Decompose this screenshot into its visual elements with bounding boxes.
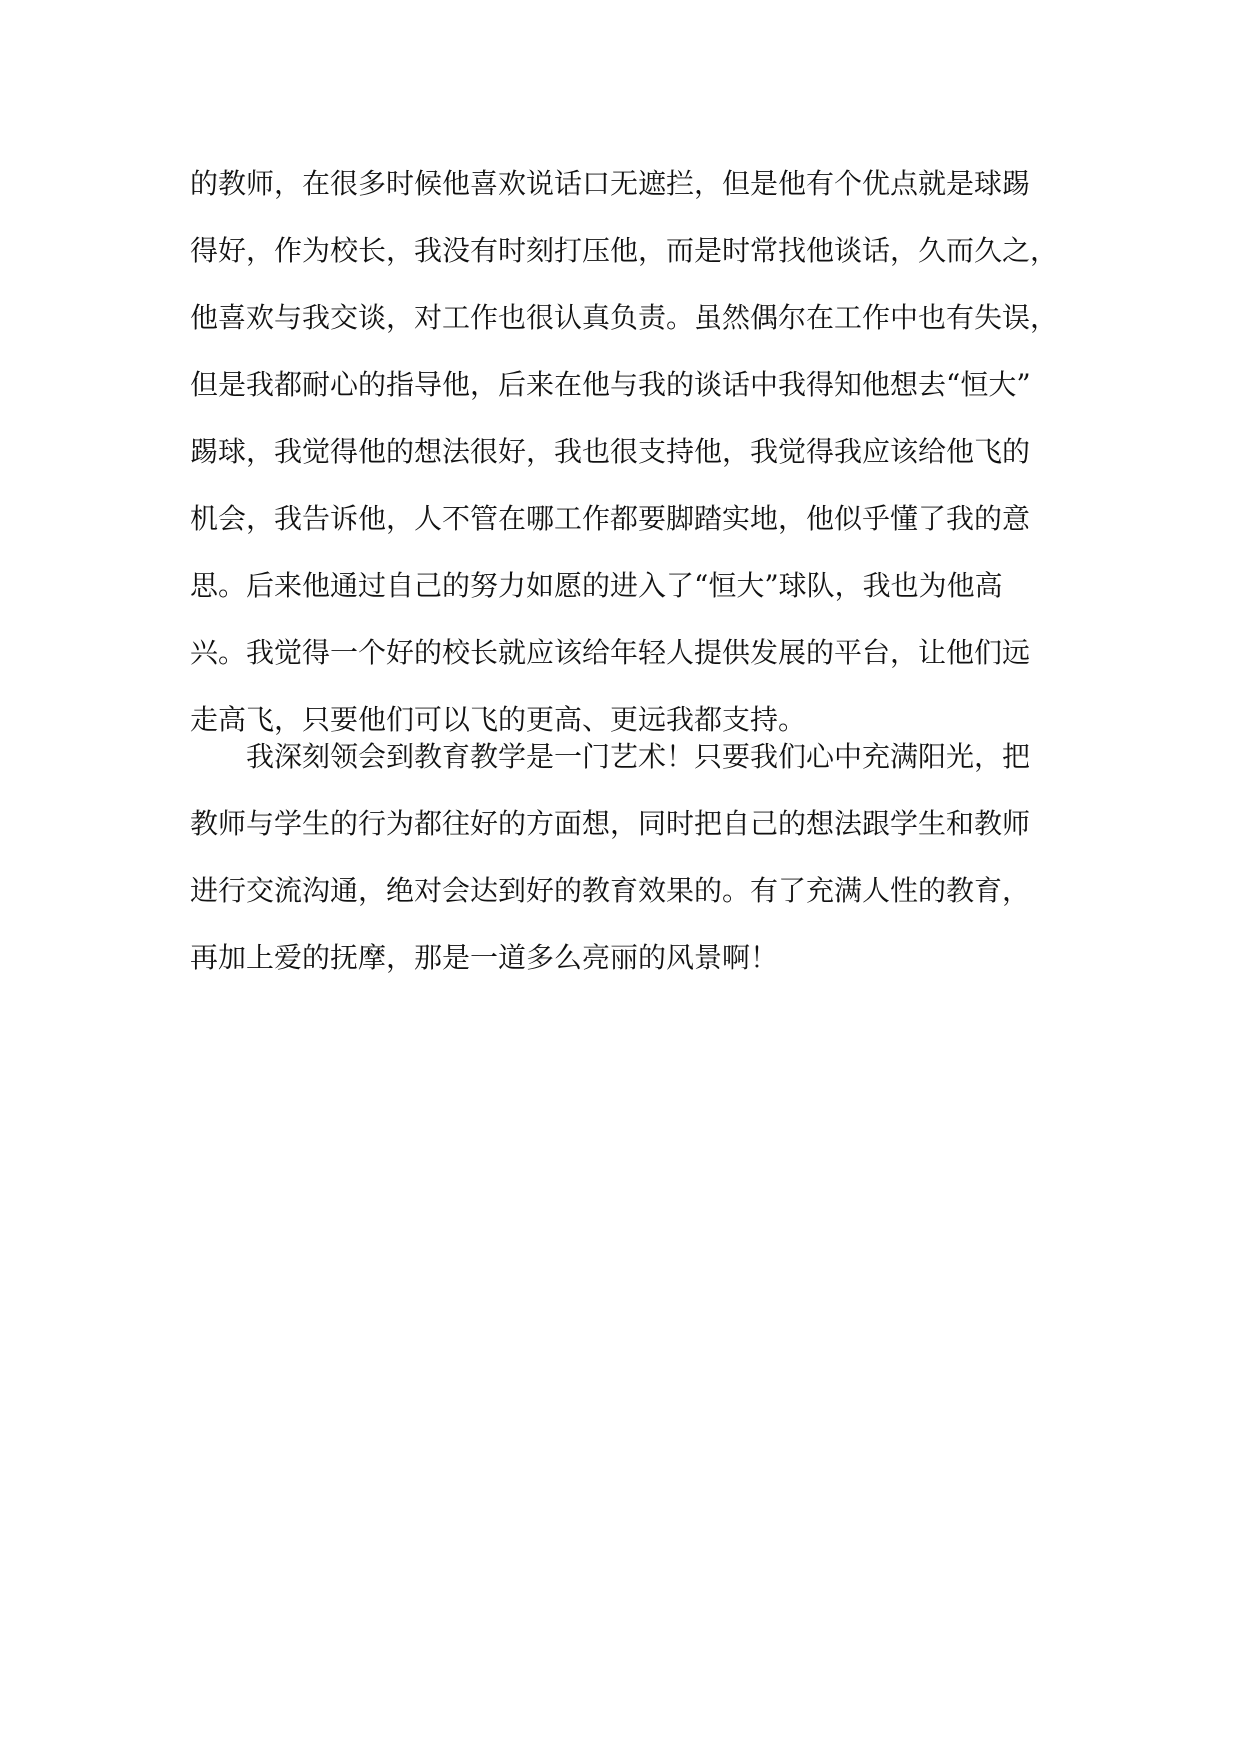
paragraph-1: [190, 150, 1060, 753]
paragraph-line: 他喜欢与我交谈，对工作也很认真负责。虽然偶尔在工作中也有失误，: [190, 301, 1059, 334]
paragraph-line: 教师与学生的行为都往好的方面想，同时把自己的想法跟学生和教师: [190, 807, 1031, 840]
paragraph-line: 踢球，我觉得他的想法很好，我也很支持他，我觉得我应该给他飞的: [190, 435, 1031, 468]
paragraph-line: 得好，作为校长，我没有时刻打压他，而是时常找他谈话，久而久之，: [190, 234, 1059, 267]
paragraph-line: 进行交流沟通，绝对会达到好的教育效果的。有了充满人性的教育，: [190, 874, 1031, 907]
paragraph-line: 走高飞，只要他们可以飞的更高、更远我都支持。: [190, 703, 807, 736]
paragraph-line: 再加上爱的抚摩，那是一道多么亮丽的风景啊！: [190, 941, 779, 974]
paragraph-line: 的教师，在很多时候他喜欢说话口无遮拦，但是他有个优点就是球踢: [190, 167, 1031, 200]
paragraph-line: 机会，我告诉他，人不管在哪工作都要脚踏实地，他似乎懂了我的意: [190, 502, 1031, 535]
paragraph-line: 思。后来他通过自己的努力如愿的进入了“恒大”球队，我也为他高: [190, 569, 1003, 602]
paragraph-2: [190, 723, 1060, 991]
paragraph-line: 兴。我觉得一个好的校长就应该给年轻人提供发展的平台，让他们远: [190, 636, 1031, 669]
paragraph-line: 我深刻领会到教育教学是一门艺术！只要我们心中充满阳光，把: [246, 740, 1031, 773]
paragraph-line: 但是我都耐心的指导他，后来在他与我的谈话中我得知他想去“恒大”: [190, 368, 1031, 401]
